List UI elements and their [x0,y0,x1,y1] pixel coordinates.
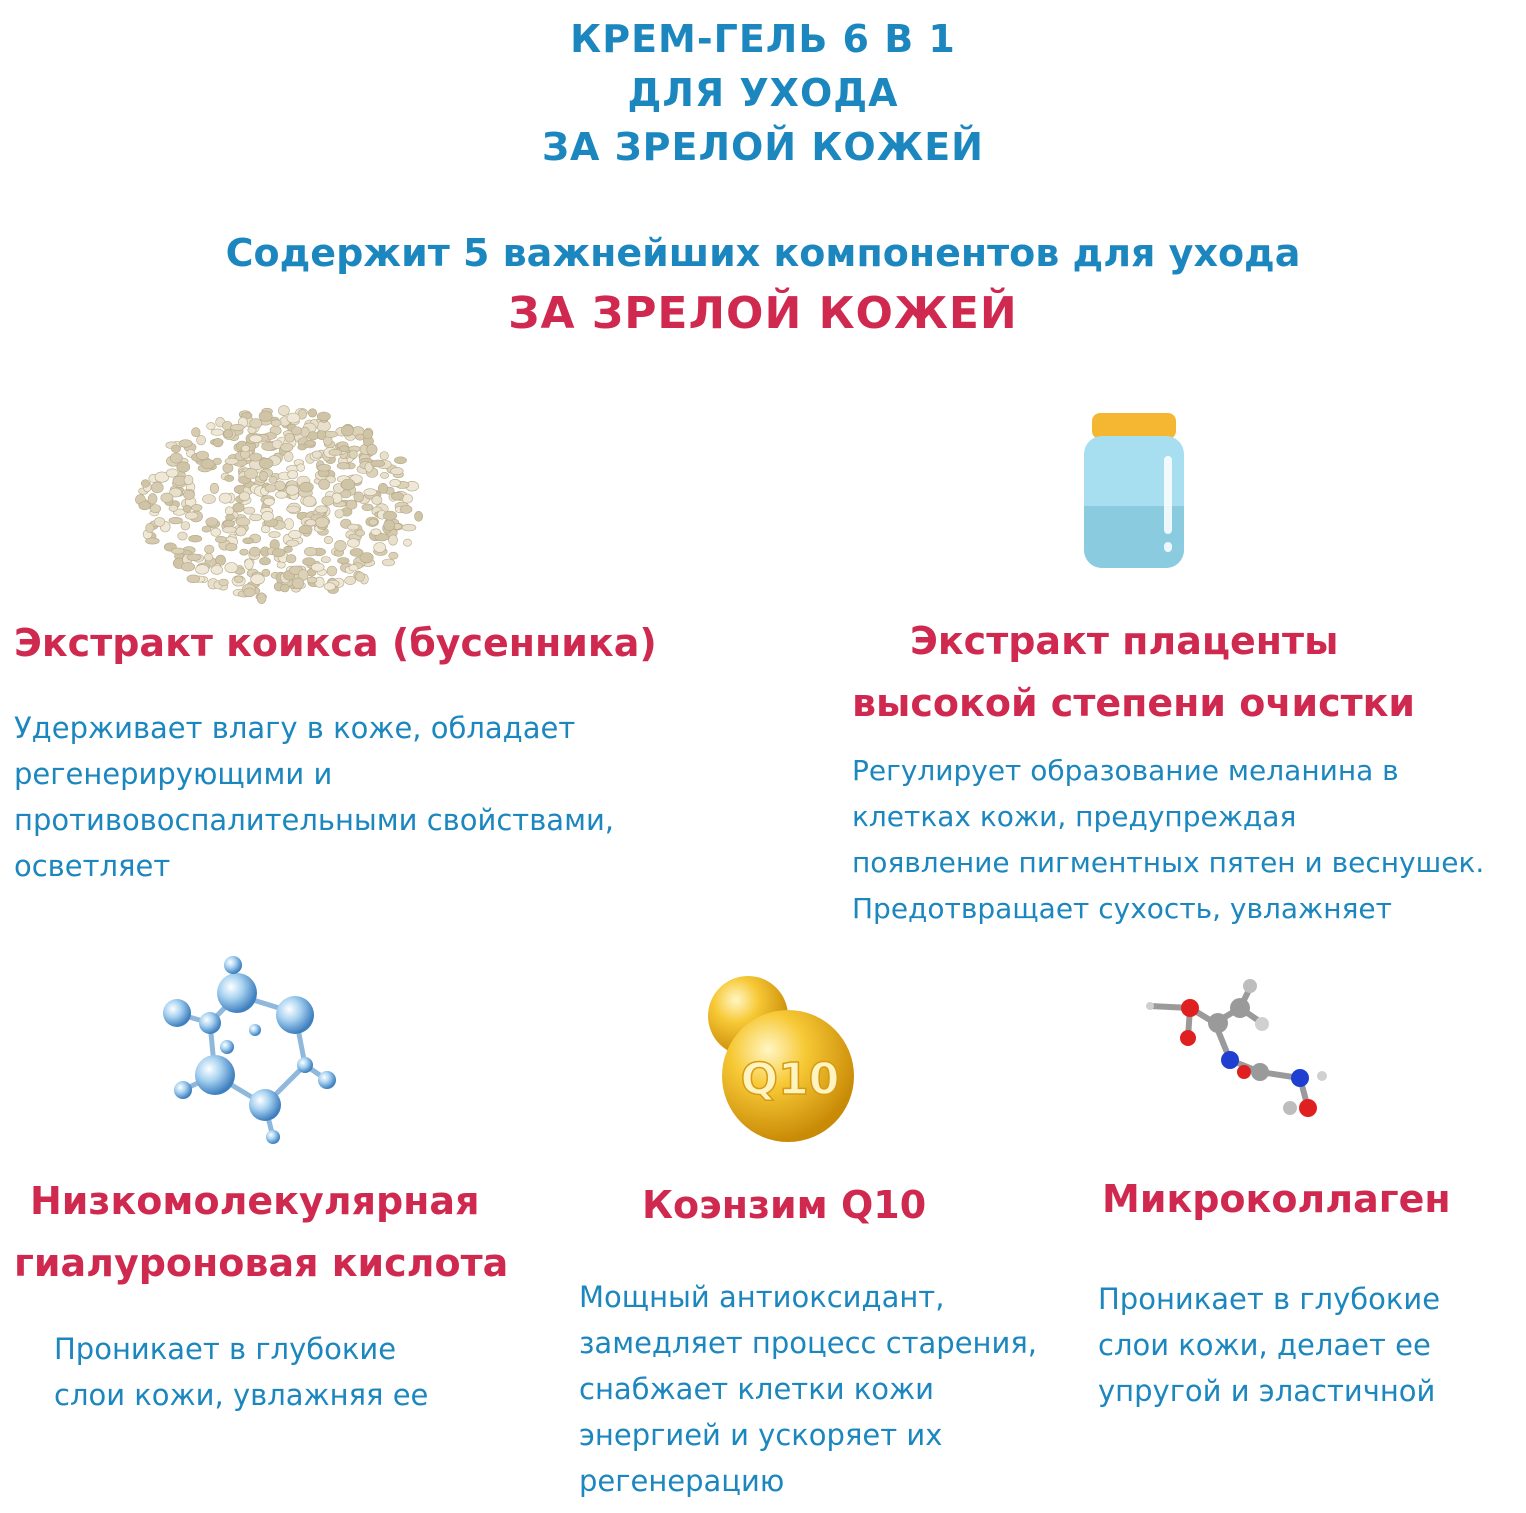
desc-line: Мощный антиоксидант, [579,1280,945,1314]
heading-line: Экстракт плаценты [910,619,1339,663]
q10-capsule-icon [700,968,865,1148]
component-heading-collagen [1102,1168,1451,1230]
component-heading-hyaluronic [14,1170,508,1294]
molecule-bubbles-icon [155,955,340,1150]
desc-line: появление пигментных пятен и веснушек. [852,846,1485,879]
desc-line: регенерацию [579,1464,785,1498]
subtitle-accent: ЗА ЗРЕЛОЙ КОЖЕЙ [508,288,1018,339]
component-desc-coix [14,705,614,889]
component-desc-collagen [1098,1276,1440,1414]
collagen-molecule-icon [1140,968,1340,1133]
desc-line: слои кожи, делает ее [1098,1328,1431,1362]
desc-line: слои кожи, увлажняя ее [54,1378,429,1412]
desc-line: Проникает в глубокие [1098,1282,1441,1316]
component-desc-q10 [579,1274,1037,1504]
heading-line: Коэнзим Q10 [642,1183,927,1227]
desc-line: энергией и ускоряет их [579,1418,943,1452]
desc-line: упругой и эластичной [1098,1374,1436,1408]
product-title-line: ДЛЯ УХОДА [627,71,899,115]
q10-label: Q10 [740,1054,840,1105]
desc-line: Регулирует образование меланина в [852,754,1399,787]
product-title-line: КРЕМ-ГЕЛЬ 6 В 1 [570,17,956,61]
coix-seeds-icon [130,385,430,610]
heading-line: Низкомолекулярная [30,1179,480,1223]
desc-line: замедляет процесс старения, [579,1326,1038,1360]
product-title [0,12,1526,174]
component-heading-placenta [852,610,1415,734]
product-title-line: ЗА ЗРЕЛОЙ КОЖЕЙ [542,125,984,169]
component-heading-q10 [642,1174,926,1236]
subtitle: Содержит 5 важнейших компонентов для ухода [225,231,1301,275]
desc-line: Предотвращает сухость, увлажняет [852,892,1392,925]
desc-line: регенерирующими и [14,757,333,791]
desc-line: снабжает клетки кожи [579,1372,935,1406]
component-heading-coix [14,612,657,674]
desc-line: осветляет [14,849,171,883]
heading-line: Экстракт коикса (бусенника) [14,621,657,665]
component-desc-placenta [852,748,1484,932]
heading-line: гиалуроновая кислота [14,1241,509,1285]
heading-line: Микроколлаген [1102,1177,1451,1221]
desc-line: Проникает в глубокие [54,1332,397,1366]
component-desc-hyaluronic [54,1326,428,1418]
desc-line: противовоспалительными свойствами, [14,803,615,837]
desc-line: Удерживает влагу в коже, обладает [14,711,576,745]
desc-line: клетках кожи, предупреждая [852,800,1297,833]
heading-line: высокой степени очистки [852,681,1416,725]
jar-icon [1070,408,1198,573]
